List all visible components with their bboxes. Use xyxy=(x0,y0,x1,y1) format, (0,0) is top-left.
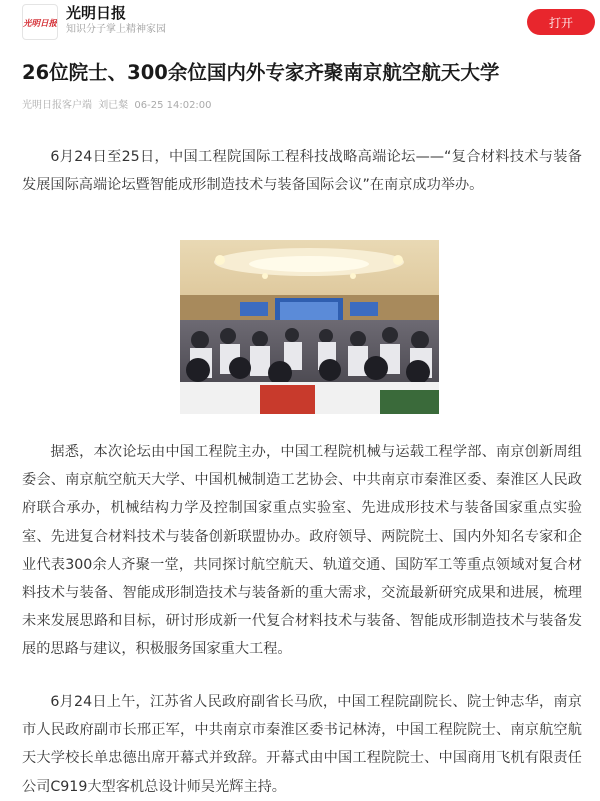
logo-text: 光明日报 xyxy=(23,19,57,29)
app-slogan: 知识分子掌上精神家园 xyxy=(66,24,166,35)
open-app-button[interactable]: 打开 xyxy=(527,9,595,35)
article-author: 刘已粲 xyxy=(98,100,129,111)
article-photo xyxy=(180,240,439,414)
app-banner xyxy=(0,0,600,44)
article-meta xyxy=(22,99,215,113)
article-source: 光明日报客户端 xyxy=(22,100,92,111)
article-paragraph: 6月24日上午，江苏省人民政府副省长马欣，中国工程院副院长、院士钟志华，南京市人民政府副市长邢正军，中共南京市秦淮区委书记林涛，中国工程院院士、南京航空航天大学校长单忠德出席开幕式并致辞。开幕式由中国工程院院士、中国商用飞机有限责任公司C919大型客机总设计师吴光辉主持。 xyxy=(22,694,582,795)
app-logo xyxy=(22,4,58,40)
article-datetime: 06-25 14:02:00 xyxy=(134,100,212,111)
article-paragraph: 据悉，本次论坛由中国工程院主办，中国工程院机械与运载工程学部、南京创新周组委会、南京航空航天大学、中国机械制造工艺协会、中共南京市秦淮区委、秦淮区人民政府联合承办，机械结构力学及控制国家重点实验室、先进成形技术与装备国家重点实验室、先进复合材料技术与装备创新联盟协办。政府领导、两院院士、国内外知名专家和企业代表300余人齐聚一堂，共同探讨航空航天、轨道交通、国防军工等重点领域对复合材料技术与装备、智能成形制造技术与装备新的重大需求，交流最新研究成果和进展，梳理未来发展思路和目标，研讨形成新一代复合材料技术与装备、智能成形制造技术与装备发展的思路与建议，积极服务国家重大工程。 xyxy=(22,444,582,658)
article-paragraph: 6月24日至25日，中国工程院国际工程科技战略高端论坛——“复合材料技术与装备发展国际高端论坛暨智能成形制造技术与装备国际会议”在南京成功举办。 xyxy=(22,149,582,194)
article-title: 26位院士、300余位国内外专家齐聚南京航空航天大学 xyxy=(22,61,500,84)
app-name: 光明日报 xyxy=(66,4,127,22)
